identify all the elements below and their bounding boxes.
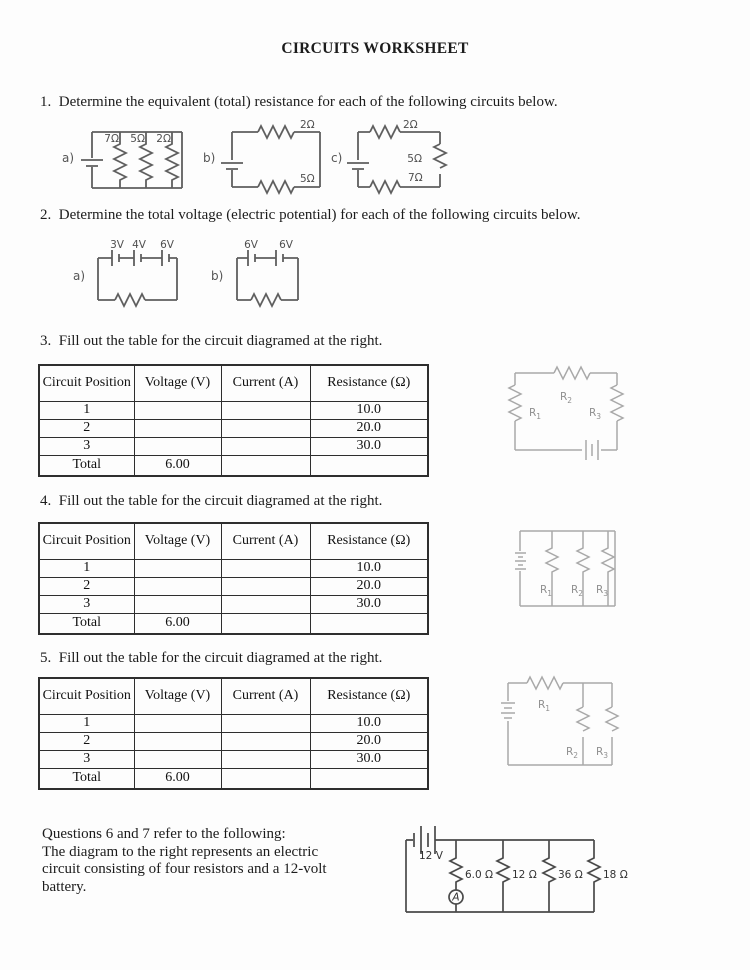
table-row (39, 732, 428, 750)
battery-voltage-label: 12 V (419, 850, 443, 862)
circuit-2b-batteries-diagram (226, 234, 326, 319)
paragraph-line: Questions 6 and 7 refer to the following: (42, 826, 286, 842)
cell (134, 732, 221, 750)
cell: 20.0 (310, 419, 428, 437)
cell: Total (39, 455, 134, 476)
circuit-1a-parallel-resistors-diagram (80, 124, 195, 196)
table-row-total (39, 768, 428, 789)
table-row-total (39, 613, 428, 634)
circuit-2a-label: a) (73, 269, 86, 283)
circuit-1b-series-diagram (218, 116, 336, 192)
question-1-text: 1. Determine the equivalent (total) resistance for each of the following circuits below. (40, 94, 558, 110)
cell (134, 559, 221, 577)
resistor-label: $R_3$ (596, 584, 609, 598)
battery-icon (81, 160, 103, 166)
resistor-value-label: 12 Ω (512, 869, 537, 881)
col-header-resistance: Resistance (Ω) (310, 678, 428, 714)
col-header-circuit-position: Circuit Position (39, 365, 134, 401)
table-row (39, 419, 428, 437)
cell: 2 (39, 732, 134, 750)
question-3-text: 3. Fill out the table for the circuit diagramed at the right. (40, 333, 383, 349)
resistor-value-label: 2Ω (300, 119, 315, 131)
cell: 10.0 (310, 559, 428, 577)
question-5-text: 5. Fill out the table for the circuit diagramed at the right. (40, 650, 383, 666)
table-row-total (39, 455, 428, 476)
resistor-value-label: 5Ω (407, 153, 422, 165)
cell: 20.0 (310, 577, 428, 595)
battery-icon (586, 440, 598, 460)
resistor-value-label: 18 Ω (603, 869, 628, 881)
col-header-voltage: Voltage (V) (134, 678, 221, 714)
resistor-label: $R_1$ (529, 407, 542, 421)
col-header-circuit-position: Circuit Position (39, 523, 134, 559)
wire-loop (98, 258, 177, 300)
cell: 10.0 (310, 401, 428, 419)
cell: 30.0 (310, 595, 428, 613)
resistor-label: $R_2$ (571, 584, 584, 598)
cell: 1 (39, 401, 134, 419)
cell (221, 401, 310, 419)
resistor-label: $R_3$ (596, 746, 609, 760)
resistor-value-label: 7Ω (408, 172, 423, 184)
col-header-voltage: Voltage (V) (134, 365, 221, 401)
question-4-text: 4. Fill out the table for the circuit diagramed at the right. (40, 493, 383, 509)
cell (221, 577, 310, 595)
cell (310, 613, 428, 634)
q67-intro-paragraph (42, 826, 327, 896)
cell: 6.00 (134, 613, 221, 634)
cell (221, 595, 310, 613)
resistor-label: $R_2$ (566, 746, 579, 760)
wire-loop (237, 258, 298, 300)
circuit-1c-series-diagram (346, 116, 466, 192)
cell (221, 419, 310, 437)
cell: 10.0 (310, 714, 428, 732)
battery-icon (221, 163, 243, 169)
cell (134, 437, 221, 455)
cell (134, 401, 221, 419)
cell (310, 768, 428, 789)
col-header-current: Current (A) (221, 365, 310, 401)
circuit-1b-label: b) (203, 151, 216, 165)
battery-voltage-label: 3V (110, 239, 124, 251)
wire-loop (358, 132, 440, 187)
col-header-circuit-position: Circuit Position (39, 678, 134, 714)
cell: 1 (39, 714, 134, 732)
cell: 30.0 (310, 437, 428, 455)
resistor-value-label: 6.0 Ω (465, 869, 494, 881)
circuit-1a-label: a) (62, 151, 75, 165)
cell (221, 768, 310, 789)
battery-icon (515, 553, 526, 569)
cell: 3 (39, 750, 134, 768)
battery-icon (347, 163, 369, 169)
table-row (39, 750, 428, 768)
cell: 20.0 (310, 732, 428, 750)
resistor-value-label: 5Ω (300, 173, 315, 185)
cell: Total (39, 768, 134, 789)
resistor-icon (115, 294, 145, 306)
cell: 3 (39, 595, 134, 613)
cell (134, 419, 221, 437)
cell (221, 732, 310, 750)
battery-voltage-label: 4V (132, 239, 146, 251)
page-title: CIRCUITS WORKSHEET (281, 40, 469, 57)
table-row (39, 559, 428, 577)
table-row (39, 595, 428, 613)
resistor-value-label: 2Ω (156, 133, 171, 145)
cell (221, 714, 310, 732)
resistor-icon (258, 126, 294, 193)
cell: 1 (39, 559, 134, 577)
question-2-text: 2. Determine the total voltage (electric potential) for each of the following circuits below. (40, 207, 581, 223)
table-row (39, 437, 428, 455)
cell (221, 750, 310, 768)
resistor-icon (251, 294, 281, 306)
paragraph-line: battery. (42, 878, 87, 895)
col-header-voltage: Voltage (V) (134, 523, 221, 559)
battery-icon (501, 703, 515, 718)
cell (310, 455, 428, 476)
resistor-label: $R_3$ (589, 407, 602, 421)
circuit-1c-label: c) (331, 151, 343, 165)
col-header-resistance: Resistance (Ω) (310, 365, 428, 401)
q3-table (38, 364, 429, 477)
q67-four-resistor-circuit-diagram (398, 816, 648, 924)
resistor-value-label: 5Ω (130, 133, 145, 145)
col-header-current: Current (A) (221, 523, 310, 559)
table-row (39, 577, 428, 595)
cell (221, 437, 310, 455)
cell (221, 455, 310, 476)
resistor-label: $R_1$ (540, 584, 553, 598)
cell: Total (39, 613, 134, 634)
cell (134, 750, 221, 768)
paragraph-line: circuit consisting of four resistors and a 12-volt (42, 861, 327, 877)
circuit-2b-label: b) (211, 269, 224, 283)
resistor-value-label: 36 Ω (558, 869, 583, 881)
cell (221, 559, 310, 577)
cell (134, 577, 221, 595)
table-row (39, 401, 428, 419)
q5-combination-circuit-diagram (500, 663, 635, 771)
cell: 30.0 (310, 750, 428, 768)
circuit-2a-batteries-diagram (88, 234, 203, 319)
resistor-label: $R_1$ (538, 699, 551, 713)
cell: 3 (39, 437, 134, 455)
cell: 6.00 (134, 768, 221, 789)
col-header-resistance: Resistance (Ω) (310, 523, 428, 559)
table-row (39, 714, 428, 732)
q4-parallel-circuit-diagram (515, 526, 630, 618)
col-header-current: Current (A) (221, 678, 310, 714)
cell (221, 613, 310, 634)
resistor-value-label: 7Ω (104, 133, 119, 145)
battery-voltage-label: 6V (279, 239, 293, 251)
cell (134, 595, 221, 613)
cell (134, 714, 221, 732)
paragraph-line: The diagram to the right represents an electric (42, 843, 319, 860)
cell: 2 (39, 419, 134, 437)
q4-table (38, 522, 429, 635)
q3-series-circuit-diagram (502, 355, 632, 460)
ammeter-icon (449, 890, 463, 912)
battery-voltage-label: 6V (244, 239, 258, 251)
cell: 6.00 (134, 455, 221, 476)
q5-table (38, 677, 429, 790)
cell: 2 (39, 577, 134, 595)
resistor-value-label: 2Ω (403, 119, 418, 131)
resistor-label: $R_2$ (560, 391, 573, 405)
battery-voltage-label: 6V (160, 239, 174, 251)
ammeter-letter: A (452, 891, 460, 904)
